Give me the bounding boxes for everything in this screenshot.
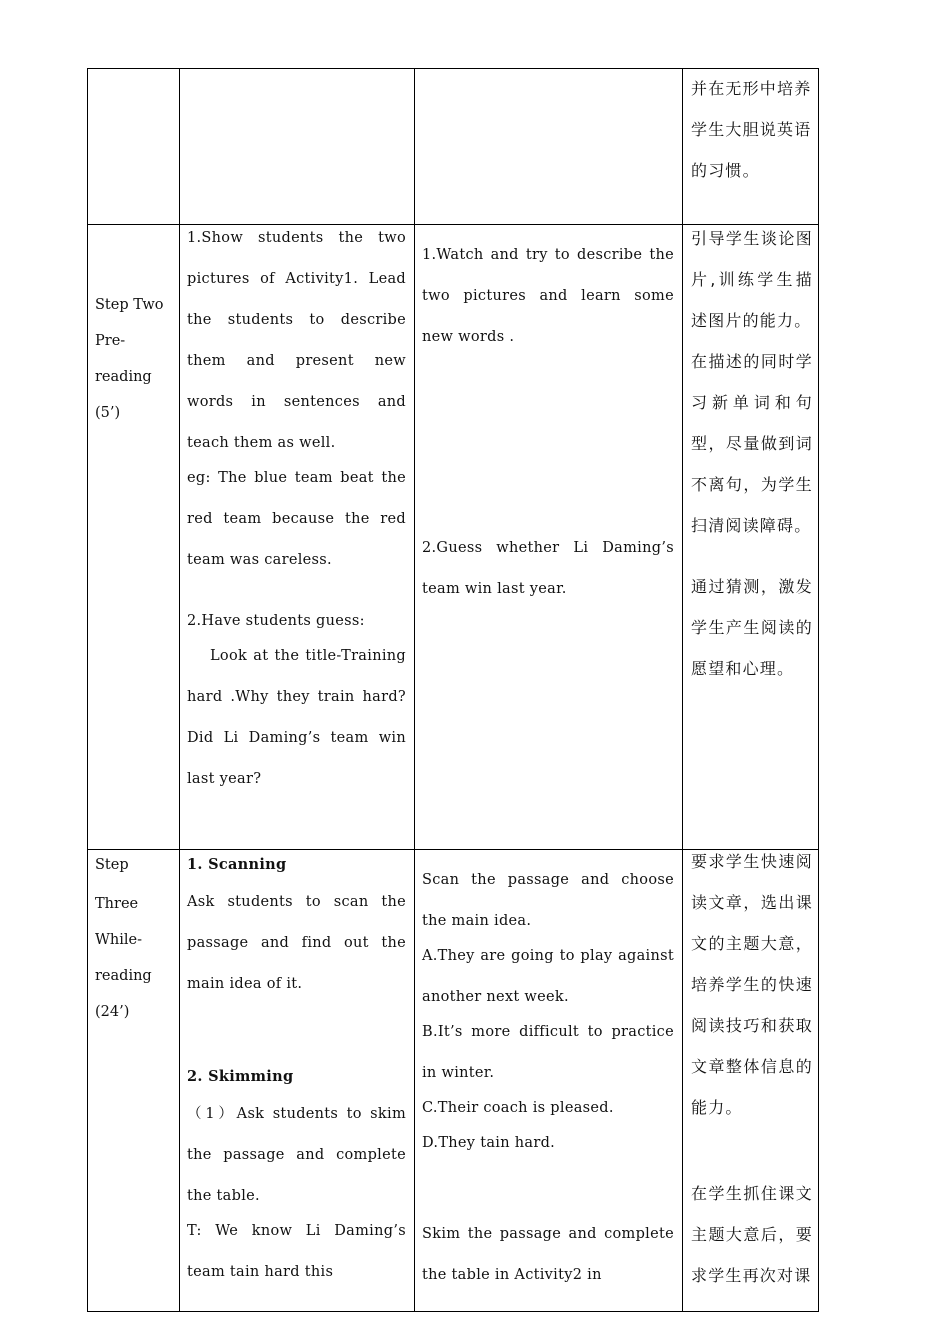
option-a: A.They are going to play against another next week. [422,948,674,1005]
col-divider [87,68,88,1312]
step-line: Step [95,857,129,873]
purpose-line: 的习惯。 [691,161,760,180]
teacher-paragraph: 2.Have students guess: [187,613,365,629]
step-line: Pre- [95,333,126,349]
teacher-activity-cell [187,845,406,1293]
teacher-activity-cell [187,218,406,800]
teacher-paragraph: 1.Show students the two pictures of Activity1. Lead the students to describe them and present new words in sentences and teach them as well. [187,230,406,451]
teacher-paragraph: （1）Ask students to skim the passage and complete the table. [187,1106,406,1204]
step-line: Step Two [95,297,164,313]
teacher-paragraph: Look at the title-Training hard .Why they train hard? Did Li Daming’s team win last year? [187,648,406,787]
option-d: D.They tain hard. [422,1135,556,1151]
col-divider [682,68,683,1312]
purpose-line: 并在无形中培养 [691,79,812,98]
lesson-plan-table [87,68,819,1312]
student-activity-cell [422,860,674,1296]
purpose-paragraph: 要求学生快速阅读文章，选出课文的主题大意，培养学生的快速阅读技巧和获取文章整体信息的能力。 [691,852,813,1117]
step-line: While- [95,932,142,948]
purpose-line: 学生大胆说英语 [691,120,812,139]
step-line: (24’) [95,1004,130,1020]
step-line: reading [95,968,152,984]
col-divider [414,68,415,1312]
section-heading: 2. Skimming [187,1068,294,1085]
purpose-cell [691,841,813,1296]
col-divider [179,68,180,1312]
purpose-paragraph: 引导学生谈论图片,训练学生描述图片的能力。 [691,229,813,330]
purpose-cell [691,218,813,689]
step-cell [95,287,175,431]
teacher-paragraph: T: We know Li Daming’s team tain hard this [187,1223,406,1280]
section-heading: 1. Scanning [187,856,287,873]
table-border-bottom [87,1311,819,1312]
teacher-paragraph: Ask students to scan the passage and find out the main idea of it. [187,894,406,992]
student-paragraph: Skim the passage and complete the table in Activity2 in [422,1226,674,1283]
purpose-paragraph: 在学生抓住课文主题大意后，要求学生再次对课 [691,1184,813,1285]
student-activity-cell [422,235,674,610]
student-paragraph: Scan the passage and choose the main idea. [422,872,674,929]
purpose-cell [691,68,813,191]
col-divider [818,68,819,1312]
purpose-paragraph: 在描述的同时学习新单词和句型，尽量做到词不离句，为学生扫清阅读障碍。 [691,352,813,535]
step-cell [95,845,175,1030]
student-paragraph: 2.Guess whether Li Daming’s team win last year. [422,540,674,597]
option-c: C.Their coach is pleased. [422,1100,614,1116]
teacher-paragraph: eg: The blue team beat the red team because the red team was careless. [187,470,406,568]
student-paragraph: 1.Watch and try to describe the two pictures and learn some new words . [422,247,674,345]
step-line: (5’) [95,405,121,421]
purpose-paragraph: 通过猜测，激发学生产生阅读的愿望和心理。 [691,577,813,678]
option-b: B.It’s more difficult to practice in winter. [422,1024,674,1081]
step-line: reading [95,369,152,385]
step-line: Three [95,896,139,912]
